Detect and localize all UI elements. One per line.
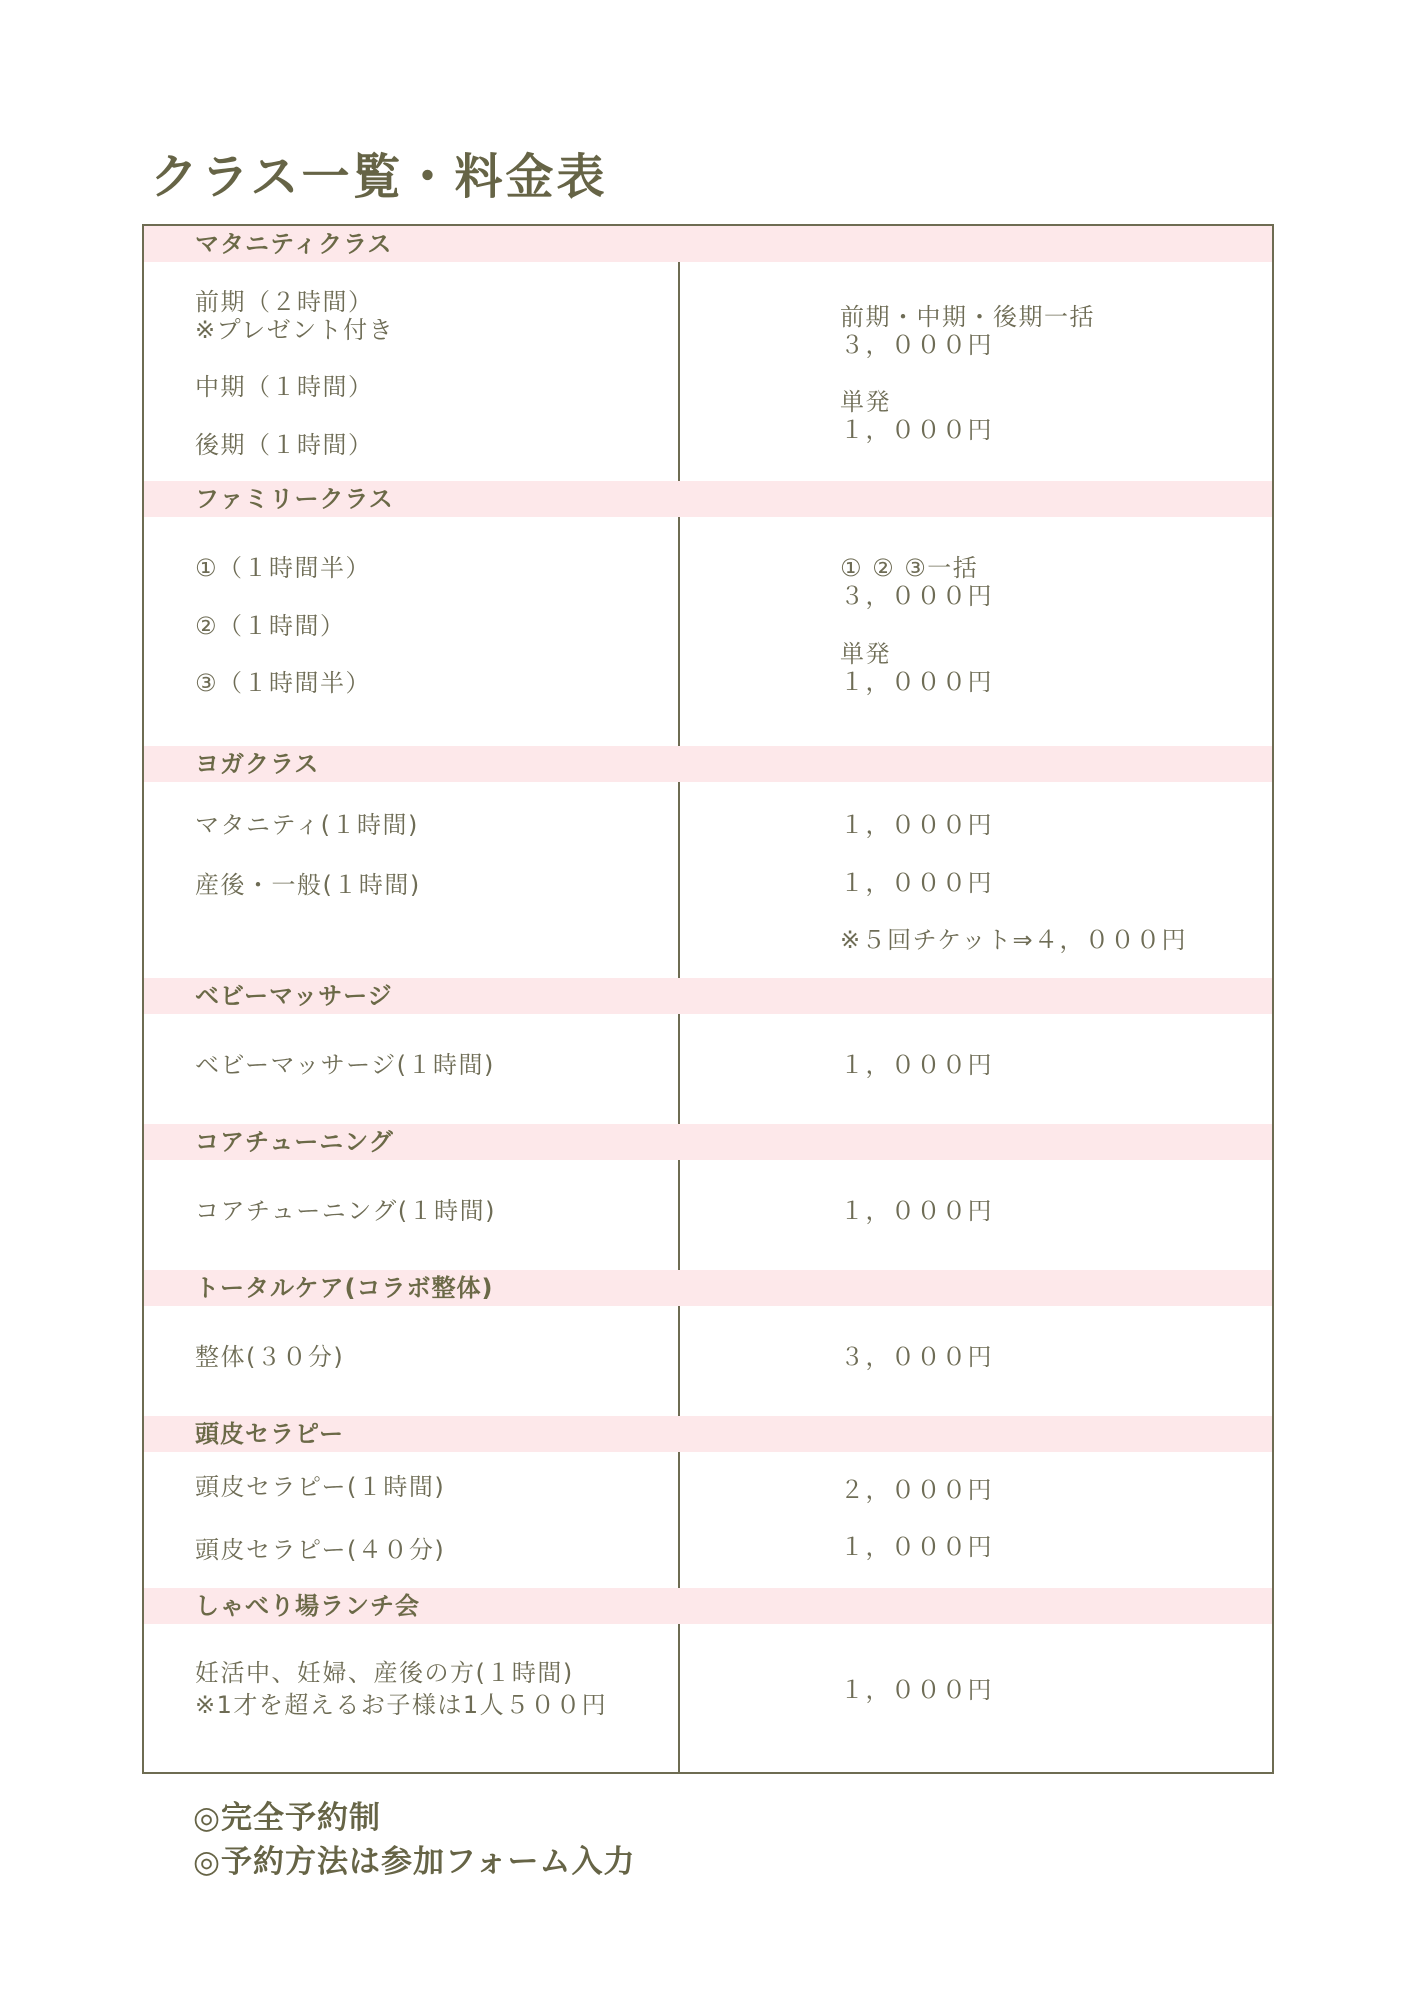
family-item-3: ③（１時間半） [195, 669, 372, 697]
scalp-therapy-price-60: ２，０００円 [840, 1476, 993, 1504]
section-heading-maternity: マタニティクラス [195, 230, 393, 258]
family-price-single-label: 単発 [840, 640, 891, 668]
total-care-item: 整体(３０分) [195, 1343, 345, 1371]
family-price-bundle: ３，０００円 [840, 582, 993, 610]
maternity-item-late: 後期（１時間） [195, 431, 374, 459]
section-heading-lunch: しゃべり場ランチ会 [195, 1592, 420, 1620]
section-heading-family: ファミリークラス [195, 485, 394, 513]
maternity-item-mid: 中期（１時間） [195, 373, 374, 401]
total-care-price: ３，０００円 [840, 1343, 993, 1371]
section-heading-yoga: ヨガクラス [195, 750, 320, 778]
yoga-price-postpartum: １，０００円 [840, 869, 993, 897]
maternity-price-single-label: 単発 [840, 388, 891, 416]
lunch-price: １，０００円 [840, 1676, 993, 1704]
maternity-item-early: 前期（２時間） [195, 288, 374, 316]
section-heading-core-tuning: コアチューニング [195, 1128, 394, 1156]
maternity-item-note: ※プレゼント付き [195, 316, 395, 344]
family-price-single: １，０００円 [840, 668, 993, 696]
core-tuning-price: １，０００円 [840, 1197, 993, 1225]
lunch-item: 妊活中、妊婦、産後の方(１時間) [195, 1659, 574, 1687]
baby-massage-price: １，０００円 [840, 1051, 993, 1079]
maternity-price-bundle: ３，０００円 [840, 331, 993, 359]
family-price-bundle-label: ① ② ③一括 [840, 554, 979, 582]
yoga-ticket-note: ※５回チケット⇒４，０００円 [840, 926, 1188, 954]
yoga-item-maternity: マタニティ(１時間) [195, 811, 419, 839]
section-heading-scalp-therapy: 頭皮セラピー [195, 1420, 345, 1448]
page-title: クラス一覧・料金表 [150, 149, 608, 205]
yoga-item-postpartum: 産後・一般(１時間) [195, 871, 421, 899]
baby-massage-item: ベビーマッサージ(１時間) [195, 1051, 495, 1079]
core-tuning-item: コアチューニング(１時間) [195, 1197, 497, 1225]
family-item-1: ①（１時間半） [195, 554, 372, 582]
section-heading-total-care: トータルケア(コラボ整体) [195, 1274, 494, 1302]
lunch-note: ※1才を超えるお子様は1人５００円 [195, 1691, 608, 1719]
scalp-therapy-price-40: １，０００円 [840, 1533, 993, 1561]
reservation-only-note: ◎完全予約制 [193, 1800, 382, 1836]
yoga-price-maternity: １，０００円 [840, 811, 993, 839]
table-right-border [1272, 224, 1274, 1772]
scalp-therapy-item-60: 頭皮セラピー(１時間) [195, 1473, 446, 1501]
scalp-therapy-item-40: 頭皮セラピー(４０分) [195, 1536, 446, 1564]
maternity-price-bundle-label: 前期・中期・後期一括 [840, 303, 1095, 331]
reservation-method-note: ◎予約方法は参加フォーム入力 [193, 1844, 636, 1880]
maternity-price-single: １，０００円 [840, 416, 993, 444]
section-heading-baby-massage: ベビーマッサージ [195, 982, 393, 1010]
family-item-2: ②（１時間） [195, 612, 346, 640]
